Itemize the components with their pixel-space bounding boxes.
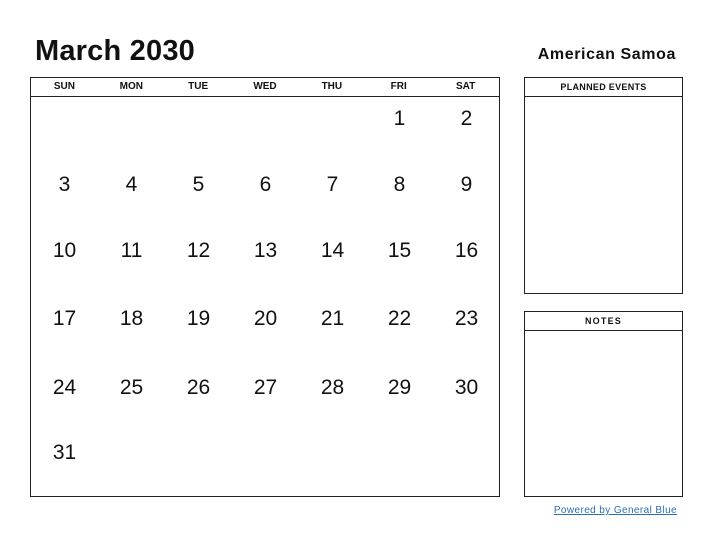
- day-cell: 20: [253, 307, 278, 330]
- day-cell: 6: [259, 173, 272, 196]
- day-cell: 2: [460, 107, 473, 130]
- weekday-thu: THU: [321, 81, 343, 92]
- day-cell: 30: [454, 376, 479, 399]
- weekday-header-row: [31, 78, 499, 97]
- day-cell: 26: [186, 376, 211, 399]
- day-cell: 14: [320, 239, 345, 262]
- weekday-tue: TUE: [188, 81, 209, 92]
- day-cell: 23: [454, 307, 479, 330]
- day-cell: 10: [52, 239, 77, 262]
- day-cell: 3: [58, 173, 71, 196]
- day-cell: 17: [52, 307, 77, 330]
- day-cell: 27: [253, 376, 278, 399]
- day-cell: 4: [125, 173, 138, 196]
- day-cell: 19: [186, 307, 211, 330]
- day-cell: 12: [186, 239, 211, 262]
- day-cell: 7: [326, 173, 339, 196]
- month-grid: [30, 77, 500, 497]
- day-cell: 16: [454, 239, 479, 262]
- notes-panel: [524, 311, 683, 497]
- planned-events-panel: [524, 77, 683, 294]
- day-cell: 13: [253, 239, 278, 262]
- day-cell: 9: [460, 173, 473, 196]
- weekday-fri: FRI: [390, 81, 407, 92]
- region-label: American Samoa: [537, 46, 676, 63]
- day-cell: 1: [393, 107, 406, 130]
- powered-by-link[interactable]: Powered by General Blue: [553, 505, 677, 516]
- day-cell: 28: [320, 376, 345, 399]
- page-title: March 2030: [35, 35, 195, 67]
- planned-events-header: PLANNED EVENTS: [525, 78, 682, 97]
- weekday-sun: SUN: [53, 81, 75, 92]
- day-cell: 29: [387, 376, 412, 399]
- day-cell: 21: [320, 307, 345, 330]
- day-cell: 5: [192, 173, 205, 196]
- day-cell: 8: [393, 173, 406, 196]
- notes-header: NOTES: [525, 312, 682, 331]
- day-cell: 11: [120, 239, 143, 262]
- weekday-wed: WED: [253, 81, 277, 92]
- day-cell: 24: [52, 376, 77, 399]
- day-cell: 25: [119, 376, 144, 399]
- day-cell: 31: [52, 441, 77, 464]
- weekday-sat: SAT: [455, 81, 476, 92]
- day-cell: 18: [119, 307, 144, 330]
- day-cell: 22: [387, 307, 412, 330]
- day-cell: 15: [387, 239, 412, 262]
- weekday-mon: MON: [119, 81, 143, 92]
